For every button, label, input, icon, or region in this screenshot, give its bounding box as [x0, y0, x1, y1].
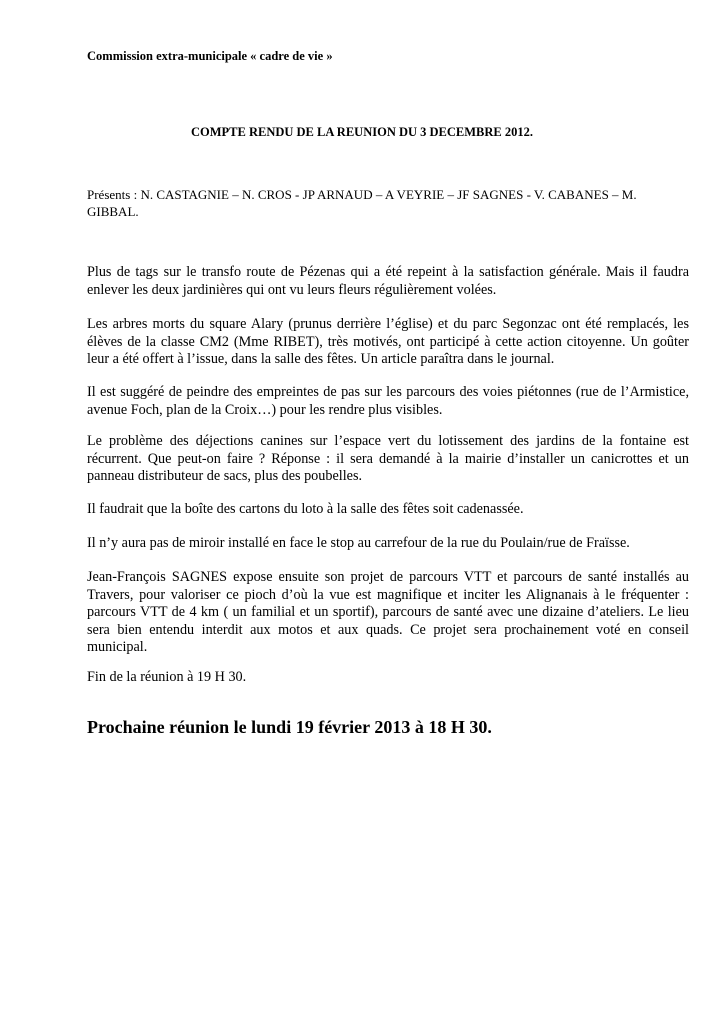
commission-name: Commission extra-municipale « cadre de vie » — [87, 49, 333, 63]
paragraph-tags: Plus de tags sur le transfo route de Pézenas qui a été repeint à la satisfaction générale. Mais il faudra enlever les deux jardinières qui ont vu leurs fleurs régulièrement volées. — [87, 264, 689, 298]
paragraph-mirror: Il n’y aura pas de miroir installé en face le stop au carrefour de la rue du Poulain/rue de Fraïsse. — [87, 535, 630, 551]
paragraph-dog-waste: Le problème des déjections canines sur l’espace vert du lotissement des jardins de la fontaine est récurrent. Que peut-on faire ? Réponse : il sera demandé à la mairie d’installer un canicrottes et un panneau distributeur de sacs, plus des poubelles. — [87, 433, 689, 484]
paragraph-meeting-end: Fin de la réunion à 19 H 30. — [87, 669, 247, 685]
paragraph-trees: Les arbres morts du square Alary (prunus derrière l’église) et du parc Segonzac ont été remplacés, les élèves de la classe CM2 (Mme RIBET), très motivés, ont participé à cette action citoyenne. Un goûter leur a été offert à l’issue, dans la salle des fêtes. Un article paraîtra dans le journal. — [87, 316, 689, 367]
paragraph-footprints: Il est suggéré de peindre des empreintes de pas sur les parcours des voies piétonnes (rue de l’Armistice, avenue Foch, plan de la Croix…) pour les rendre plus visibles. — [87, 384, 689, 418]
attendees-list: Présents : N. CASTAGNIE – N. CROS - JP ARNAUD – A VEYRIE – JF SAGNES - V. CABANES – M. GIBBAL. — [87, 187, 637, 219]
report-title: COMPTE RENDU DE LA REUNION DU 3 DECEMBRE 2012. — [190, 125, 534, 139]
paragraph-vtt-project: Jean-François SAGNES expose ensuite son projet de parcours VTT et parcours de santé installés au Travers, pour valoriser ce pioch d’où la vue est magnifique et inciter les Alignanais à le fréquenter : parcours VTT de 4 km ( un familial et un sportif), parcours de santé avec une dizaine d’ateliers. Le lieu sera bien entendu interdit aux motos et aux quads. Ce projet sera prochainement voté en conseil municipal. — [87, 569, 689, 655]
next-meeting: Prochaine réunion le lundi 19 février 2013 à 18 H 30. — [87, 717, 492, 737]
paragraph-loto-box: Il faudrait que la boîte des cartons du loto à la salle des fêtes soit cadenassée. — [87, 501, 524, 517]
